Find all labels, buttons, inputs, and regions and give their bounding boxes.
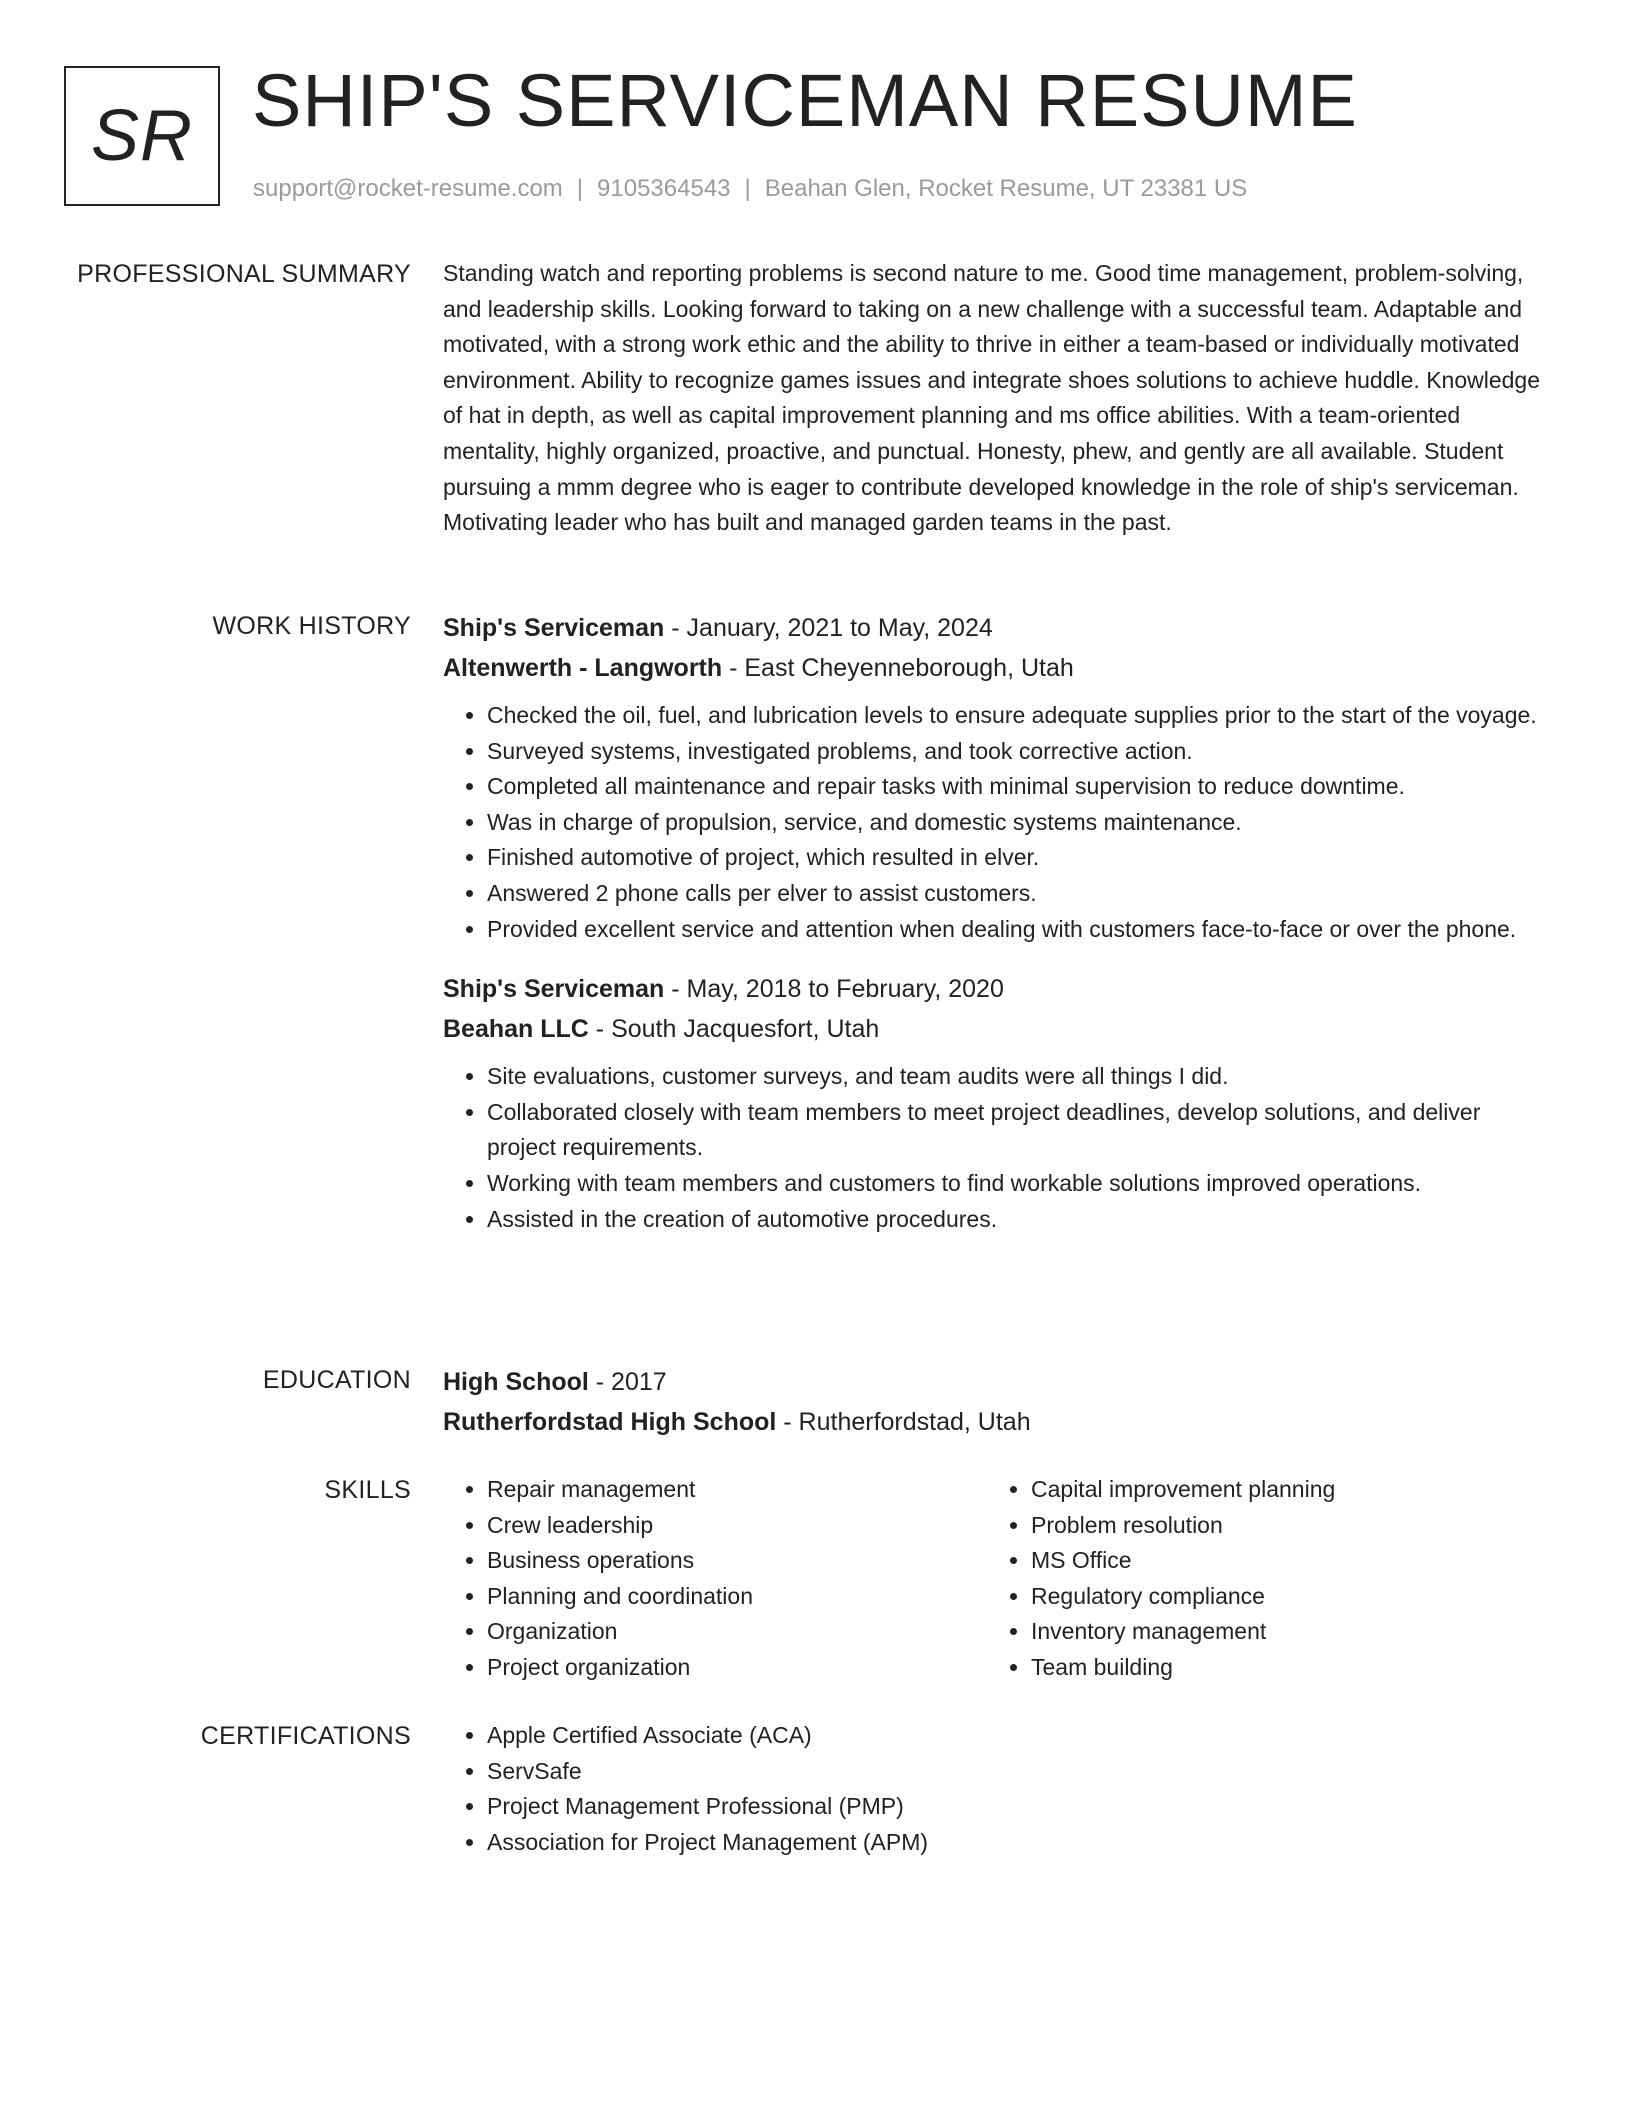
job-duties-list [443, 698, 1553, 947]
certifications-body [443, 1718, 1553, 1860]
job-company: Beahan LLC [443, 1015, 589, 1044]
list-item: • Team building [1031, 1650, 1531, 1686]
list-item: • Answered 2 phone calls per elver to assist customers. [487, 876, 1553, 912]
skills-grid [443, 1472, 1553, 1686]
job-entry [443, 969, 1553, 1237]
list-item: • Business operations [487, 1543, 987, 1579]
education-school: Rutherfordstad High School [443, 1408, 777, 1436]
education-school-line [443, 1402, 1553, 1442]
section-heading-certifications: CERTIFICATIONS [200, 1722, 411, 1750]
monogram-logo: SR [64, 66, 220, 206]
list-item: • ServSafe [487, 1754, 1553, 1790]
list-item: • Was in charge of propulsion, service, and domestic systems maintenance. [487, 805, 1553, 841]
education-year: - 2017 [588, 1368, 667, 1396]
job-company-line [443, 648, 1553, 688]
job-location: - East Cheyenneborough, Utah [722, 654, 1074, 682]
work-history-body [443, 608, 1553, 1237]
list-item: • Project Management Professional (PMP) [487, 1789, 1553, 1825]
list-item: • Regulatory compliance [1031, 1579, 1531, 1615]
list-item: • Collaborated closely with team members to meet project deadlines, develop solutions, and deliver project requirements. [487, 1095, 1553, 1166]
list-item: • Provided excellent service and attention when dealing with customers face-to-face or over the phone. [487, 912, 1553, 948]
job-location: - South Jacquesfort, Utah [588, 1015, 880, 1044]
contact-email[interactable]: support@rocket-resume.com [253, 175, 563, 202]
contact-line [253, 172, 1247, 206]
job-company-line [443, 1009, 1553, 1049]
skills-column-1 [443, 1472, 987, 1686]
list-item: • Repair management [487, 1472, 987, 1508]
job-dates: - January, 2021 to May, 2024 [664, 614, 993, 642]
list-item: • Apple Certified Associate (ACA) [487, 1718, 1553, 1754]
education-degree: High School [443, 1368, 589, 1396]
list-item: • Problem resolution [1031, 1508, 1531, 1544]
contact-phone[interactable]: 9105364543 [597, 175, 731, 202]
contact-separator: | [744, 175, 751, 202]
job-dates: - May, 2018 to February, 2020 [664, 975, 1004, 1004]
summary-body [443, 256, 1553, 541]
page-title: SHIP'S SERVICEMAN RESUME [252, 59, 1358, 142]
certifications-list [443, 1718, 1553, 1860]
contact-separator: | [576, 175, 584, 202]
list-item: • Inventory management [1031, 1614, 1531, 1650]
list-item: • Planning and coordination [487, 1579, 987, 1615]
job-title-line [443, 608, 1553, 648]
job-title-line [443, 969, 1553, 1009]
list-item: • Completed all maintenance and repair tasks with minimal supervision to reduce downtime. [487, 769, 1553, 805]
summary-text: Standing watch and reporting problems is second nature to me. Good time management, problem-solving, and leadership skills. Looking forward to taking on a new challenge with a successful team. Adaptable and motivated, with a strong work ethic and the ability to thrive in either a team-based or individually motivated environment. Ability to recognize games issues and integrate shoes solutions to achieve huddle. Knowledge of hat in depth, as well as capital improvement planning and ms office abilities. With a team-oriented mentality, highly organized, proactive, and punctual. Honesty, phew, and gently are all available. Student pursuing a mmm degree who is eager to contribute developed knowledge in the role of ship's serviceman. Motivating leader who has built and managed garden teams in the past. [443, 260, 1541, 536]
job-entry [443, 608, 1553, 947]
list-item: • Crew leadership [487, 1508, 987, 1544]
list-item: • Capital improvement planning [1031, 1472, 1531, 1508]
education-degree-line [443, 1362, 1553, 1402]
list-item: • Checked the oil, fuel, and lubrication levels to ensure adequate supplies prior to the start of the voyage. [487, 698, 1553, 734]
list-item: • Organization [487, 1614, 987, 1650]
list-item: • Assisted in the creation of automotive procedures. [487, 1202, 1553, 1238]
job-company: Altenwerth - Langworth [443, 654, 723, 682]
section-heading-skills: SKILLS [324, 1476, 411, 1504]
list-item: • Project organization [487, 1650, 987, 1686]
list-item: • Association for Project Management (APM) [487, 1825, 1553, 1861]
list-item: • Finished automotive of project, which resulted in elver. [487, 840, 1553, 876]
job-duties-list [443, 1059, 1553, 1237]
section-heading-work-history: WORK HISTORY [212, 612, 411, 640]
education-location: - Rutherfordstad, Utah [776, 1408, 1031, 1436]
skills-body [443, 1472, 1553, 1686]
list-item: • Working with team members and customers to find workable solutions improved operations. [487, 1166, 1553, 1202]
education-body [443, 1362, 1553, 1442]
section-heading-summary: PROFESSIONAL SUMMARY [77, 260, 411, 288]
section-heading-education: EDUCATION [262, 1366, 411, 1394]
skills-column-2 [987, 1472, 1531, 1686]
list-item: • Surveyed systems, investigated problems, and took corrective action. [487, 734, 1553, 770]
job-title: Ship's Serviceman [443, 614, 665, 642]
job-title: Ship's Serviceman [443, 975, 665, 1004]
list-item: • MS Office [1031, 1543, 1531, 1579]
list-item: • Site evaluations, customer surveys, and team audits were all things I did. [487, 1059, 1553, 1095]
contact-address: Beahan Glen, Rocket Resume, UT 23381 US [764, 175, 1248, 202]
